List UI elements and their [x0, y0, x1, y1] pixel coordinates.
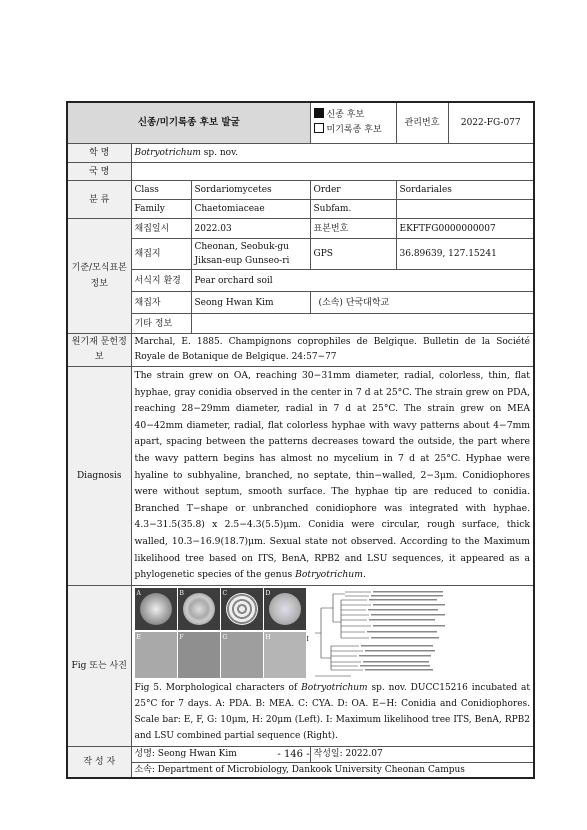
- option-unrecorded[interactable]: 미기록종 후보: [314, 123, 393, 138]
- diagnosis-text: The strain grew on OA, reaching 30−31mm diameter, radial, colorless, thin, flat hyphae, gray conidia observed in the center in 7 d at 25°C. The strain grew on PDA, reaching 28−29mm diameter, radial in 7 d at 25°C. The strain grew on MEA 40−42mm diameter, radial, flat colorless hyphae with wavy patterns about 4−7mm apart, spacing between the patterns decreases toward the outside, the part where the wavy pattern begins has almost no mycelium in 7 d at 25°C. Hyphae were hyaline to subhyaline, branched, no septate, thin−walled, 2−3μm. Conidiophores were without septum, smooth surface. The hyphae tip are reduced to conidia. Branched T−shape or unbranched conidiophore was integrated with hyphae. 4.3−31.5(35.8) x 2.5−4.3(5.5)μm. Conidia were circular, rough surface, thick walled, 10.3−16.9(18.7)μm. Sexual state not observed. According to the Maximum likelihood tree based on ITS, BenA, RPB2 and LSU sequences, it appeared as a phylogenetic species of the genus Botryotrichum.: [131, 367, 534, 586]
- scientific-name-value: Botryotrichum sp. nov.: [131, 144, 534, 163]
- figure-caption: Fig 5. Morphological characters of Botryotrichum sp. nov. DUCC15216 incubated at 25°C for 7 days. A: PDA. B: MEA. C: CYA. D: OA. E−H: Conidia and Conidiophores. Scale bar: E, F, G: 10μm, H: 20μm (Left). I: Maximum likelihood tree ITS, BenA, RPB2 and LSU combined partial sequence (Right).: [134, 682, 530, 741]
- photo-C: C: [221, 588, 263, 630]
- scientific-name-row: [67, 144, 534, 163]
- scientific-name-label: 학 명: [67, 144, 131, 163]
- mgmt-value: 2022-FG-077: [448, 102, 534, 144]
- affiliation-value: (소속) 단국대학교: [310, 292, 534, 314]
- photo-E: E: [135, 632, 177, 678]
- collector-label: 채집자: [131, 292, 191, 314]
- record-table: [66, 101, 535, 779]
- diagnosis-row: [67, 367, 534, 586]
- gps-label: GPS: [310, 239, 396, 270]
- author-row-2: [67, 762, 534, 778]
- korean-name-label: 국 명: [67, 163, 131, 181]
- tree-diagram: [311, 588, 471, 678]
- morphology-photos: [135, 588, 307, 678]
- author-date: 작성일: 2022.07: [310, 746, 534, 762]
- subfam-label: Subfam.: [310, 200, 396, 219]
- author-label: 작 성 자: [67, 746, 131, 778]
- subfam-value: [396, 200, 534, 219]
- photo-G: G: [221, 632, 263, 678]
- date-value: 2022.03: [191, 219, 310, 239]
- date-label: 채집일시: [131, 219, 191, 239]
- photo-H: H: [264, 632, 306, 678]
- site-row: [67, 239, 534, 270]
- specimen-no-label: 표본번호: [310, 219, 396, 239]
- class-row: [67, 181, 534, 200]
- photo-D: D: [264, 588, 306, 630]
- etc-value: [191, 314, 534, 334]
- specimen-record-form: [66, 101, 533, 779]
- habitat-label: 서식지 환경: [131, 270, 191, 292]
- author-affiliation: 소속: Department of Microbiology, Dankook University Cheonan Campus: [131, 762, 534, 778]
- form-title: 신종/미기록종 후보 발굴: [67, 102, 310, 144]
- mgmt-label: 관리번호: [396, 102, 448, 144]
- class-value: Sordariomycetes: [191, 181, 310, 200]
- collector-value: Seong Hwan Kim: [191, 292, 310, 314]
- photo-A: A: [135, 588, 177, 630]
- site-label: 채집지: [131, 239, 191, 270]
- family-label: Family: [131, 200, 191, 219]
- classification-label: 분 류: [67, 181, 131, 219]
- habitat-row: [67, 270, 534, 292]
- diagnosis-label: Diagnosis: [67, 367, 131, 586]
- korean-name-row: [67, 163, 534, 181]
- order-label: Order: [310, 181, 396, 200]
- family-row: [67, 200, 534, 219]
- specimen-no-value: EKFTFG0000000007: [396, 219, 534, 239]
- figure-cell: [131, 585, 534, 746]
- specimen-label: 기준/모식표본 정보: [67, 219, 131, 334]
- figure-images: [135, 588, 476, 678]
- checked-box-icon: [314, 108, 324, 118]
- author-name: 성명: Seong Hwan Kim: [131, 746, 310, 762]
- family-value: Chaetomiaceae: [191, 200, 310, 219]
- korean-name-value: [131, 163, 534, 181]
- option-new[interactable]: 신종 후보: [314, 108, 393, 123]
- gps-value: 36.89639, 127.15241: [396, 239, 534, 270]
- unchecked-box-icon: [314, 123, 324, 133]
- habitat-value: Pear orchard soil: [191, 270, 534, 292]
- figure-row: [67, 585, 534, 746]
- reference-row: [67, 334, 534, 367]
- collector-row: [67, 292, 534, 314]
- reference-text: Marchal, E. 1885. Champignons coprophiles de Belgique. Bulletin de la Société Royale de Botanique de Belgique. 24:57−77: [131, 334, 534, 367]
- header-row: [67, 102, 534, 144]
- etc-row: [67, 314, 534, 334]
- candidate-options: [310, 102, 396, 144]
- phylogenetic-tree: I: [311, 588, 471, 678]
- site-value: Cheonan, Seobuk-gu Jiksan-eup Gunseo-ri: [191, 239, 310, 270]
- etc-label: 기타 정보: [131, 314, 191, 334]
- page-number: - 146 -: [277, 749, 310, 760]
- reference-label: 원기재 문헌정보: [67, 334, 131, 367]
- photo-F: F: [178, 632, 220, 678]
- class-label: Class: [131, 181, 191, 200]
- order-value: Sordariales: [396, 181, 534, 200]
- date-row: [67, 219, 534, 239]
- photo-B: B: [178, 588, 220, 630]
- figure-label: Fig 또는 사진: [67, 585, 131, 746]
